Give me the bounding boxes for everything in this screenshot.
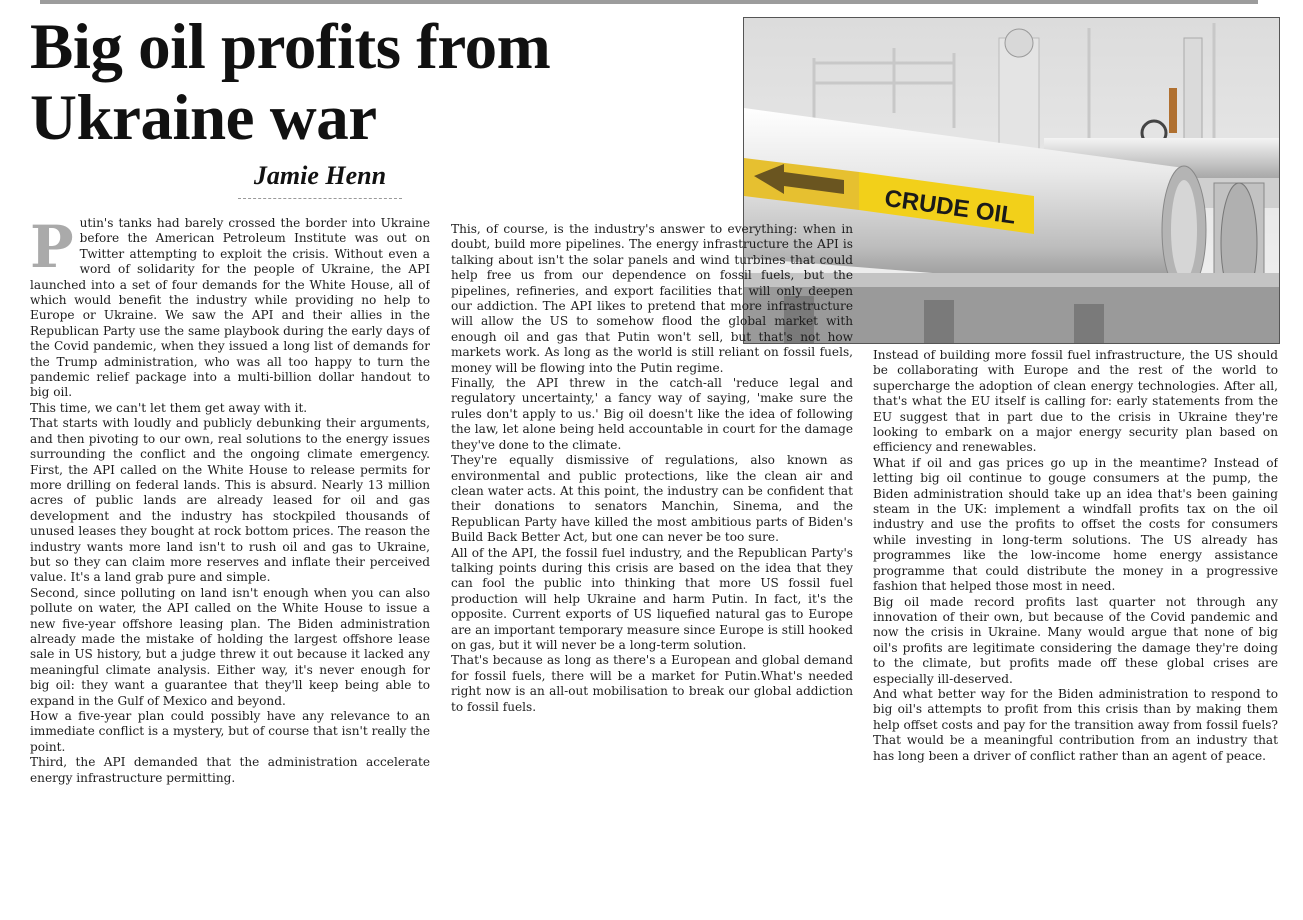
- paragraph: Third, the API demanded that the administration accelerate energy infrastructure permitting.: [30, 755, 430, 785]
- paragraph: Second, since polluting on land isn't enough when you can also pollute on water, the API called on the White House to issue a new five-year offshore leasing plan. The Biden administration already made the mistake of holding the largest offshore lease sale in US history, but a judge threw it out because it lacked any meaningful climate analysis. Either way, it's never enough for big oil: they want a guarantee that they'll keep being able to expand in the Gulf of Mexico and beyond.: [30, 585, 430, 708]
- article-column-3: [873, 348, 1278, 888]
- paragraph: All of the API, the fossil fuel industry, and the Republican Party's talking points during this crisis are based on the idea that they can fool the public into thinking that more US fossil fuel production will help Ukraine and harm Putin. In fact, it's the opposite. Current exports of US liquefied natural gas to Europe are an important temporary measure since Europe is still hooked on gas, but it will never be a long-term solution.: [451, 545, 853, 652]
- byline: Jamie Henn: [253, 161, 387, 190]
- paragraph: This time, we can't let them get away with it.: [30, 400, 308, 415]
- paragraph: Instead of building more fossil fuel infrastructure, the US should be collaborating with Europe and the rest of the world to supercharge the adoption of clean energy technologies. After all, that's what the EU itself is calling for: early statements from the EU suggest that in part due to the crisis in Ukraine they're looking to embark on a major energy security plan based on efficiency and renewables.: [873, 348, 1278, 455]
- paragraph: They're equally dismissive of regulations, also known as environmental and public protections, like the clean air and clean water acts. At this point, the industry can be confident that their donations to senators Manchin, Sinema, and the Republican Party have killed the most ambitious parts of Biden's Build Back Better Act, but one can never be too sure.: [451, 453, 853, 545]
- crude-oil-label: CRUDE OIL: [882, 184, 1018, 230]
- paragraph: How a five-year plan could possibly have any relevance to an immediate conflict is a mystery, but of course that isn't really the point.: [30, 709, 430, 754]
- drop-cap: P: [30, 216, 74, 281]
- paragraph: And what better way for the Biden administration to respond to big oil's attempts to profit from this crisis than by making them help offset costs and pay for the transition away from fossil fuels? That would be a meaningful contribution from an industry that has long been a driver of conflict rather than an agent of peace.: [873, 686, 1278, 763]
- top-rule: [40, 0, 1258, 4]
- paragraph: utin's tanks had barely crossed the border into Ukraine before the American Petroleum Institute was out on Twitter attempting to exploit the crisis. Without even a word of solidarity for the people of Ukraine, the API launched into a set of four demands for the White House, all of which would benefit the industry while providing no help to Europe or Ukraine. We saw the API and their allies in the Republican Party use the same playbook during the early days of the Covid pandemic, when they issued a long list of demands for the Trump administration, who was all too happy to turn the pandemic relief package into a multi-billion dollar handout to big oil.: [30, 216, 430, 400]
- paragraph: This, of course, is the industry's answer to everything: when in doubt, build more pipelines. The energy infrastructure the API is talking about isn't the solar panels and wind turbines that could help free us from our dependence on fossil fuels, but the pipelines, refineries, and export facilities that will only deepen our addiction. The API likes to pretend that more infrastructure will allow the US to somehow flood the global market with enough oil and gas that Putin won't sell, but that's not how markets work. As long as the world is still reliant on fossil fuels, money will be flowing into the Putin regime.: [451, 222, 853, 375]
- byline-divider: [238, 198, 402, 199]
- paragraph: That starts with loudly and publicly debunking their arguments, and then pivoting to our own, real solutions to the energy issues surrounding the conflict and the ongoing climate emergency. First, the API called on the White House to release permits for more drilling on federal lands. This is absurd. Nearly 13 million acres of public lands are already leased for oil and gas development and the industry has stockpiled thousands of unused leases they bought at rock bottom prices. The reason the industry wants more land isn't to rush oil and gas to Ukraine, but so they can claim more reserves and inflate their perceived value. It's a land grab pure and simple.: [30, 416, 430, 585]
- article-column-2: [451, 222, 853, 912]
- headline: Big oil profits from Ukraine war: [30, 11, 551, 154]
- paragraph: That's because as long as there's a European and global demand for fossil fuels, there will be a market for Putin.What's needed right now is an all-out mobilisation to break our global addiction to fossil fuels.: [451, 653, 853, 714]
- paragraph: Finally, the API threw in the catch-all 'reduce legal and regulatory uncertainty,' a fancy way of saying, 'make sure the rules don't apply to us.' Big oil doesn't like the idea of following the law, let alone being held accountable in court for the damage they've done to the climate.: [451, 376, 853, 452]
- paragraph: Big oil made record profits last quarter not through any innovation of their own, but because of the Covid pandemic and now the crisis in Ukraine. Many would argue that none of big oil's profits are legitimate considering the damage they're doing to the climate, but profits made off these global crises are especially ill-deserved.: [873, 594, 1278, 686]
- article-column-1: [30, 216, 430, 912]
- paragraph: What if oil and gas prices go up in the meantime? Instead of letting big oil continue to gouge consumers at the pump, the Biden administration should take up an idea that's been gaining steam in the UK: implement a windfall profits tax on the oil industry and use the profits to offset the costs for consumers while investing in long-term solutions. The US already has programmes like the low-income home energy assistance programme that could distribute the money in a progressive fashion that helped those most in need.: [873, 455, 1278, 594]
